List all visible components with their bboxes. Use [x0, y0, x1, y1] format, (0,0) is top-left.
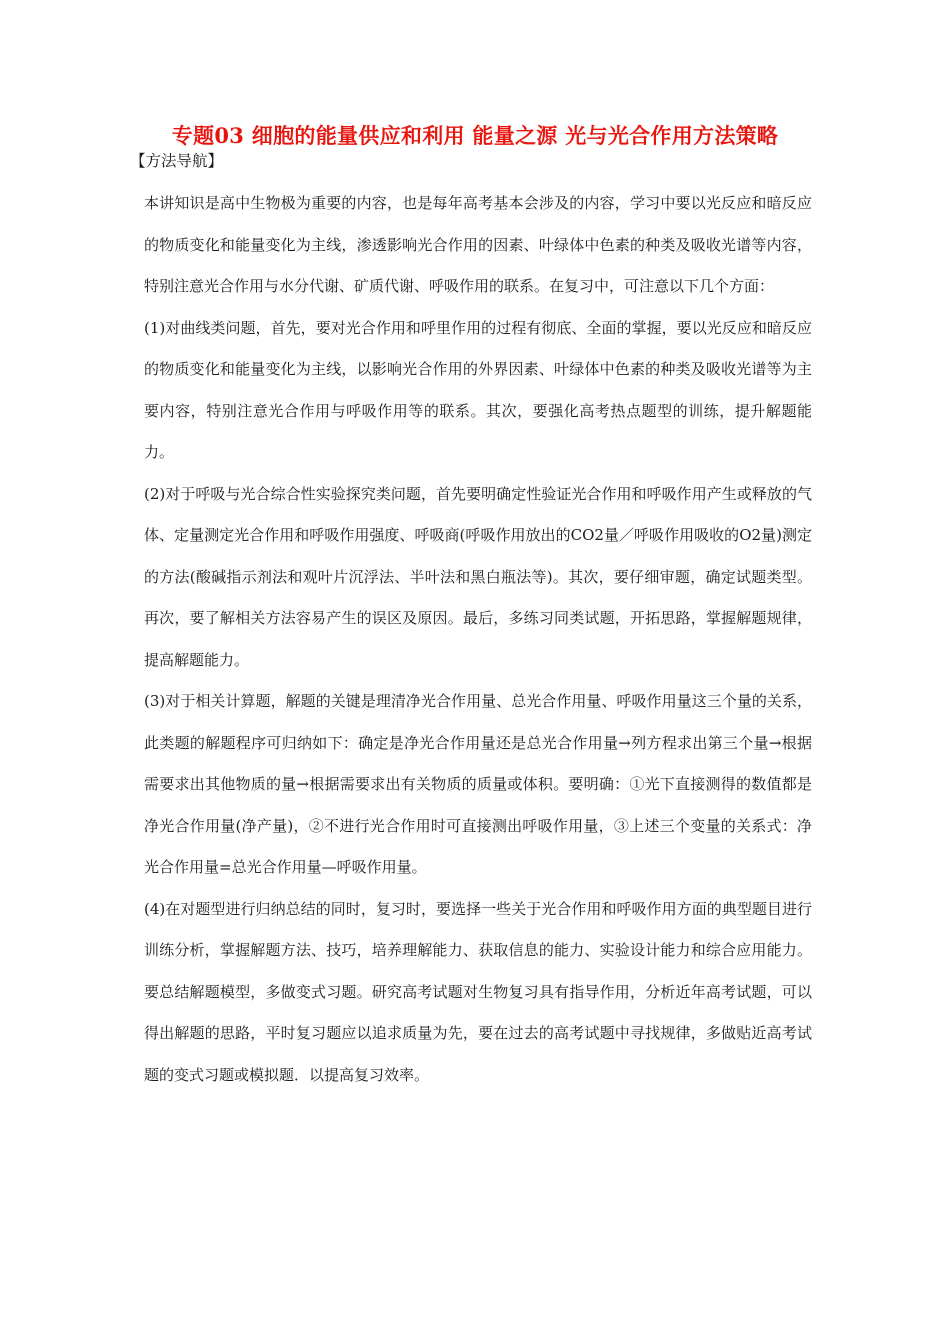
point-4-paragraph: (4)在对题型进行归纳总结的同时，复习时，要选择一些关于光合作用和呼吸作用方面的典型题目进行训练分析，掌握解题方法、技巧，培养理解能力、获取信息的能力、实验设计能力和综合应用能力。要总结解题模型，多做变式习题。研究高考试题对生物复习具有指导作用，分析近年高考试题，可以得出解题的思路，平时复习题应以追求质量为先，要在过去的高考试题中寻找规律，多做贴近高考试题的变式习题或模拟题．以提高复习效率。 — [144, 899, 812, 1084]
document-body — [144, 183, 812, 1096]
intro-paragraph: 本讲知识是高中生物极为重要的内容，也是每年高考基本会涉及的内容，学习中要以光反应和暗反应的物质变化和能量变化为主线，渗透影响光合作用的因素、叶绿体中色素的种类及吸收光谱等内容，特别注意光合作用与水分代谢、矿质代谢、呼吸作用的联系。在复习中，可注意以下几个方面： — [144, 194, 812, 295]
point-1-paragraph: (1)对曲线类问题，首先，要对光合作用和呼里作用的过程有彻底、全面的掌握，要以光反应和暗反应的物质变化和能量变化为主线，以影响光合作用的外界因素、叶绿体中色素的种类及吸收光谱等为主要内容，特别注意光合作用与呼吸作用等的联系。其次，要强化高考热点题型的训练，提升解题能力。 — [144, 318, 812, 461]
point-2-paragraph: (2)对于呼吸与光合综合性实验探究类问题，首先要明确定性验证光合作用和呼吸作用产生或释放的气体、定量测定光合作用和呼吸作用强度、呼吸商(呼吸作用放出的CO2量／呼吸作用吸收的O2量)测定的方法(酸碱指示剂法和观叶片沉浮法、半叶法和黑白瓶法等)。其次，要仔细审题，确定试题类型。再次，要了解相关方法容易产生的误区及原因。最后，多练习同类试题，开拓思路，掌握解题规律，提高解题能力。 — [144, 484, 812, 669]
point-3-paragraph: (3)对于相关计算题，解题的关键是理清净光合作用量、总光合作用量、呼吸作用量这三个量的关系，此类题的解题程序可归纳如下：确定是净光合作用量还是总光合作用量→列方程求出第三个量→根据需要求出其他物质的量→根据需要求出有关物质的质量或体积。要明确：①光下直接测得的数值都是净光合作用量(净产量)，②不进行光合作用时可直接测出呼吸作用量，③上述三个变量的关系式：净光合作用量=总光合作用量—呼吸作用量。 — [144, 692, 812, 876]
section-heading: 【方法导航】 — [130, 152, 224, 170]
document-title: 专题03 细胞的能量供应和利用 能量之源 光与光合作用方法策略 — [171, 123, 779, 148]
